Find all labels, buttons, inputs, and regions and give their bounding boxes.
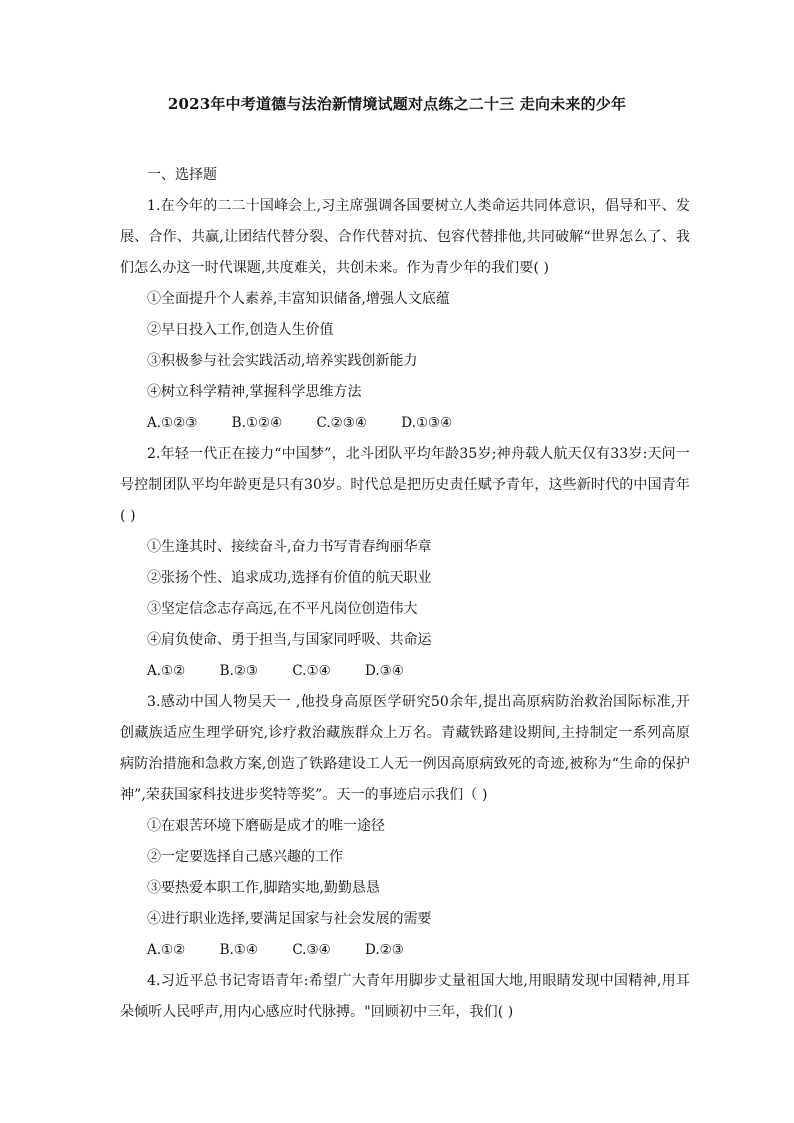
question-stem: 2.年轻一代正在接力“中国梦”，北斗团队平均年龄35岁;神舟载人航天仅有33岁:天问一号控制团队平均年龄更是只有30岁。时代总是把历史责任赋予青年，这些新时代的中国青年( )	[120, 446, 690, 524]
question-option: ③积极参与社会实践活动,培养实践创新能力	[147, 353, 418, 369]
question-option: ②早日投入工作,创造人生价值	[147, 322, 334, 338]
question-option: ②一定要选择自己感兴趣的工作	[147, 849, 343, 865]
question-stem: 3.感动中国人物吴天一 ,他投身高原医学研究50余年,提出高原病防治救治国际标准,开创藏族适应生理学研究,诊疗救治藏族群众上万名。青藏铁路建设期间,主持制定一系列高原病防治措施和急救方案,创造了铁路建设工人无一例因高原病致死的奇迹,被称为“生命的保护神”,荣获国家科技进步奖特等奖”。天一的事迹启示我们（ )	[120, 694, 690, 803]
question-option: ③要热爱本职工作,脚踏实地,勤勤恳恳	[147, 880, 380, 896]
question-4	[120, 966, 690, 1028]
question-stem: 1.在今年的二二十国峰会上,习主席强调各国要树立人类命运共同体意识，倡导和平、发展、合作、共赢,让团结代替分裂、合作代替对抗、包容代替排他,共同破解“世界怎么了、我们怎么办这一时代课题,共度难关，共创未来。作为青少年的我们要( )	[120, 198, 690, 276]
question-option: ④肩负使命、勇于担当,与国家同呼吸、共命运	[147, 632, 432, 648]
question-option: ④树立科学精神,掌握科学思维方法	[147, 384, 362, 400]
question-option: ①生逢其时、接续奋斗,奋力书写青春绚丽华章	[147, 539, 432, 555]
question-option: ③坚定信念志存高远,在不平凡岗位创造伟大	[147, 601, 418, 617]
question-stem: 4.习近平总书记寄语青年:希望广大青年用脚步丈量祖国大地,用眼睛发现中国精神,用耳朵倾听人民呼声,用内心感应时代脉搏。"回顾初中三年，我们( )	[120, 973, 690, 1020]
question-3	[120, 687, 690, 966]
answer-choices: A.①②③ B.①②④ C.②③④ D.①③④	[147, 415, 453, 431]
question-1	[120, 191, 690, 439]
question-2	[120, 439, 690, 687]
question-option: ④进行职业选择,要满足国家与社会发展的需要	[147, 911, 432, 927]
question-option: ①在艰苦环境下磨砺是成才的唯一途径	[147, 818, 385, 834]
section-heading: 一、选择题	[147, 167, 217, 183]
question-option: ①全面提升个人素养,丰富知识储备,增强人文底蕴	[147, 291, 450, 307]
document-body	[120, 160, 690, 1028]
document-title: 2023年中考道德与法治新情境试题对点练之二十三 走向未来的少年	[167, 95, 627, 113]
answer-choices: A.①② B.①④ C.③④ D.②③	[147, 942, 404, 958]
question-option: ②张扬个性、追求成功,选择有价值的航天职业	[147, 570, 432, 586]
answer-choices: A.①② B.②③ C.①④ D.③④	[147, 663, 404, 679]
